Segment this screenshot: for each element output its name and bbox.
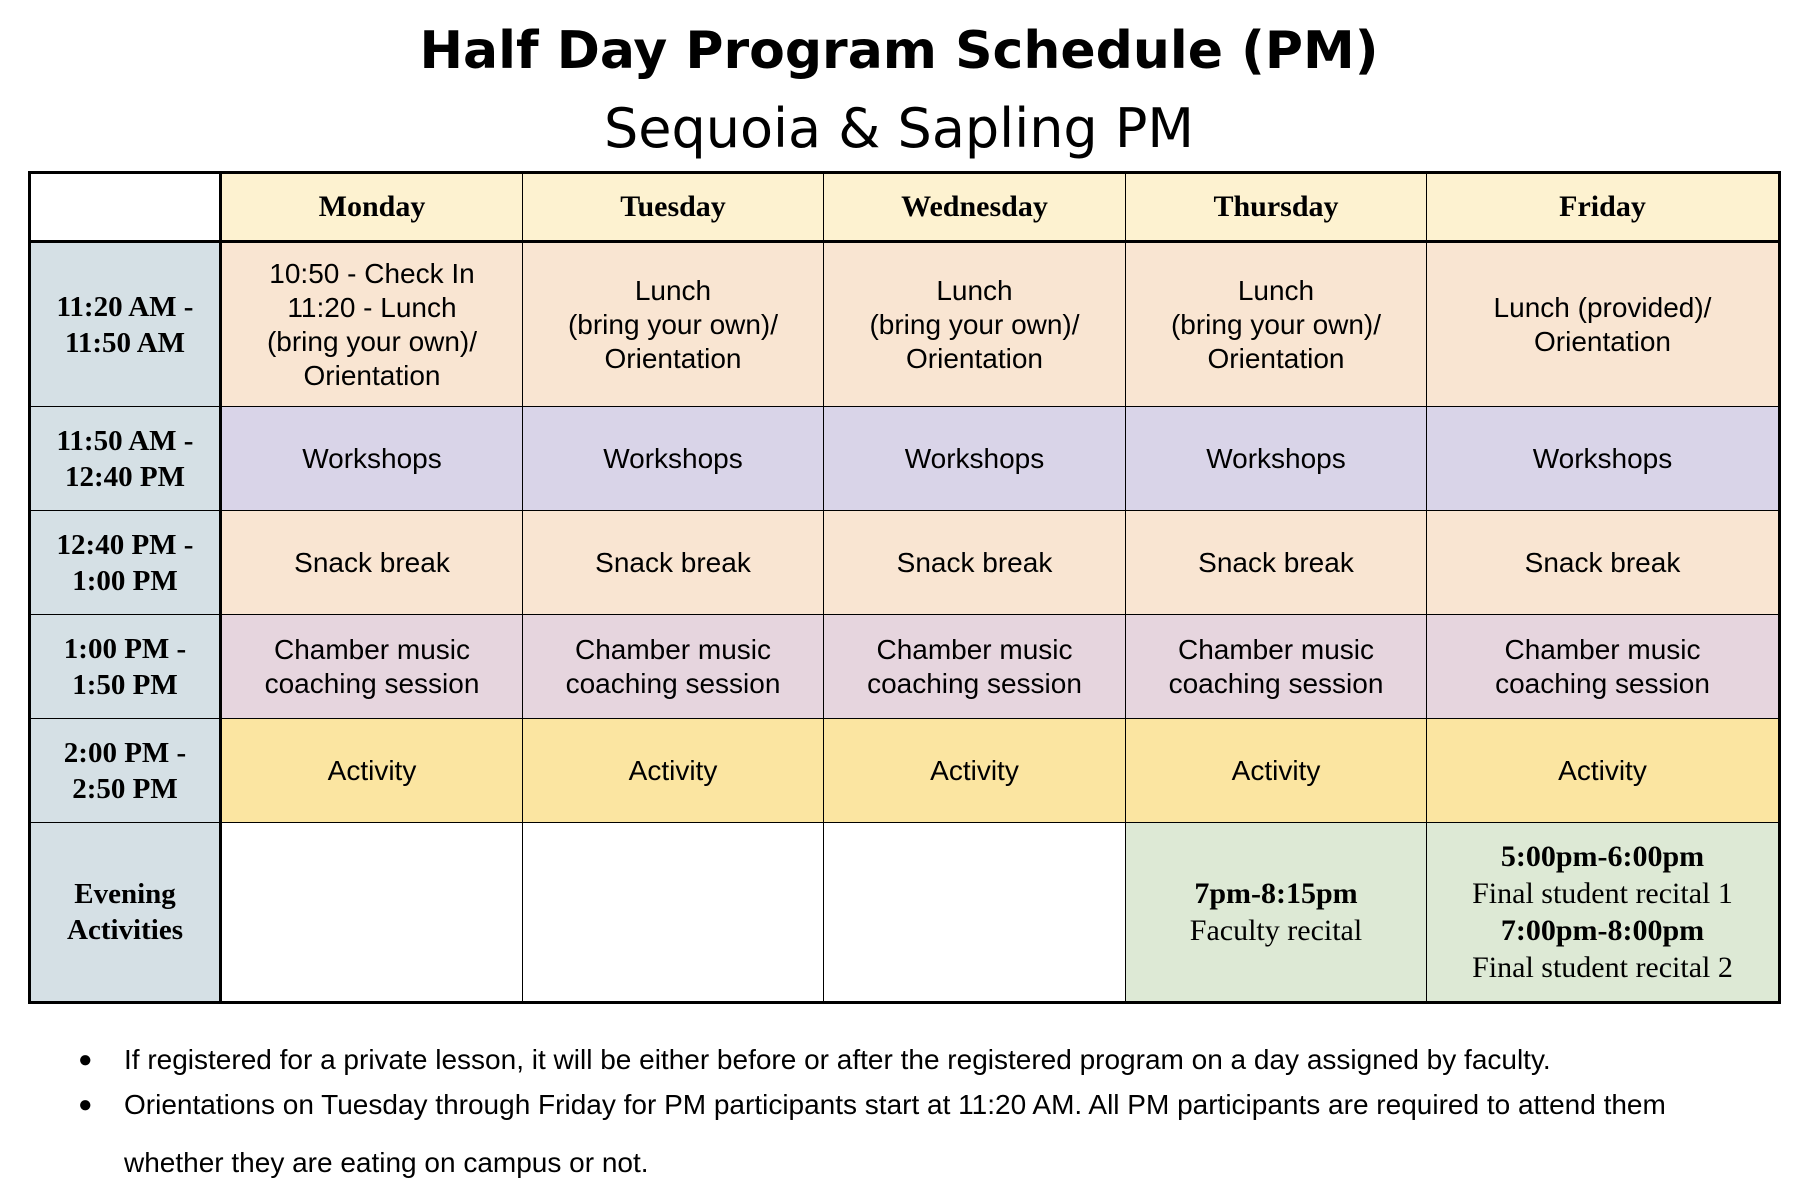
cell-line: Chamber music [1177,633,1375,665]
time-cell [30,719,221,823]
schedule-cell-wednesday: Snack break [824,511,1126,615]
cell-line: Orientation [1534,325,1671,357]
schedule-cell-monday [221,242,523,407]
time-start: 1:00 PM - [63,632,187,665]
cell-line: Chamber music [574,633,772,665]
time-end: 11:50 AM [64,326,186,359]
schedule-cell-monday [221,615,523,719]
cell-line: Orientation [906,342,1043,374]
time-cell [30,615,221,719]
event-time: 5:00pm-6:00pm [1500,840,1705,873]
cell-line: Lunch [1237,274,1315,306]
cell-line: Orientation [1207,342,1345,374]
schedule-cell-wednesday: Workshops [824,407,1126,511]
time-start: 2:00 PM - [63,736,187,769]
event-time: 7pm-8:15pm [1194,877,1358,910]
cell-line: Chamber music [1504,633,1701,665]
cell-line: Lunch [634,274,712,306]
schedule-cell-friday [1427,242,1780,407]
table-row [30,242,1780,407]
cell-line: Chamber music [876,633,1073,665]
event-time: 7:00pm-8:00pm [1500,914,1705,947]
table-row [30,823,1780,1003]
notes-list [72,1038,1772,1192]
day-header-tuesday: Tuesday [523,173,824,242]
evening-label: Activities [67,914,183,946]
schedule-cell-thursday: Workshops [1126,407,1427,511]
schedule-cell-tuesday [523,242,824,407]
table-row [30,719,1780,823]
schedule-cell-wednesday [824,823,1126,1003]
schedule-cell-monday: Activity [221,719,523,823]
event-name: Final student recital 2 [1472,951,1733,984]
cell-line: 11:20 - Lunch [287,291,457,323]
day-header-wednesday: Wednesday [824,173,1126,242]
schedule-cell-friday: Workshops [1427,407,1780,511]
schedule-cell-wednesday: Activity [824,719,1126,823]
cell-line: (bring your own)/ [869,308,1080,340]
schedule-cell-thursday [1126,242,1427,407]
schedule-cell-friday: Snack break [1427,511,1780,615]
note-text: Orientations on Tuesday through Friday for PM participants start at 11:20 AM. All PM participants are required to attend them whether they are eating on campus or not. [124,1089,1666,1178]
schedule-cell-tuesday: Activity [523,719,824,823]
event-name: Faculty recital [1189,914,1363,947]
time-cell [30,823,221,1003]
schedule-table [28,171,1781,1004]
cell-line: coaching session [867,667,1082,699]
schedule-cell-wednesday [824,242,1126,407]
page-subtitle: Sequoia & Sapling PM [603,97,1195,160]
time-end: 2:50 PM [72,772,178,805]
cell-line: (bring your own)/ [266,325,478,357]
schedule-cell-friday: Activity [1427,719,1780,823]
table-row [30,511,1780,615]
cell-line: (bring your own)/ [567,308,779,340]
time-cell [30,511,221,615]
schedule-cell-thursday [1126,615,1427,719]
bullet-icon: ● [78,1091,93,1118]
schedule-cell-tuesday: Snack break [523,511,824,615]
time-start: 11:20 AM - [56,290,194,323]
time-start: 11:50 AM - [56,424,194,457]
schedule-cell-wednesday [824,615,1126,719]
cell-line: Orientation [303,359,441,391]
corner-cell [30,173,221,242]
time-end: 12:40 PM [65,460,185,493]
time-end: 1:00 PM [72,564,178,597]
day-header-monday: Monday [221,173,523,242]
schedule-cell-tuesday [523,615,824,719]
cell-line: 10:50 - Check In [269,257,475,289]
cell-line: (bring your own)/ [1170,308,1382,340]
cell-line: Orientation [604,342,742,374]
cell-line: coaching session [1168,667,1384,699]
time-cell [30,407,221,511]
schedule-cell-tuesday [523,823,824,1003]
time-cell [30,242,221,407]
bullet-icon: ● [78,1046,93,1073]
schedule-cell-monday: Workshops [221,407,523,511]
schedule-cell-thursday: Activity [1126,719,1427,823]
day-header-friday: Friday [1427,173,1780,242]
schedule-cell-monday [221,823,523,1003]
schedule-cell-tuesday: Workshops [523,407,824,511]
cell-line: coaching session [565,667,781,699]
time-end: 1:50 PM [72,668,178,701]
schedule-cell-thursday [1126,823,1427,1003]
cell-line: coaching session [264,667,480,699]
schedule-cell-monday: Snack break [221,511,523,615]
event-name: Final student recital 1 [1472,877,1733,910]
schedule-cell-friday [1427,823,1780,1003]
list-item [72,1076,1772,1192]
cell-line: Lunch (provided)/ [1493,291,1712,323]
evening-label: Evening [74,878,176,910]
table-row [30,615,1780,719]
day-header-thursday: Thursday [1126,173,1427,242]
cell-line: coaching session [1495,667,1710,699]
cell-line: Chamber music [273,633,471,665]
schedule-cell-friday [1427,615,1780,719]
time-start: 12:40 PM - [56,528,194,561]
page-title: Half Day Program Schedule (PM) [419,21,1379,81]
schedule-cell-thursday: Snack break [1126,511,1427,615]
header-row [30,173,1780,242]
note-text: If registered for a private lesson, it will be either before or after the registered program on a day assigned by faculty. [124,1044,1551,1075]
table-row [30,407,1780,511]
cell-line: Lunch [936,274,1013,306]
